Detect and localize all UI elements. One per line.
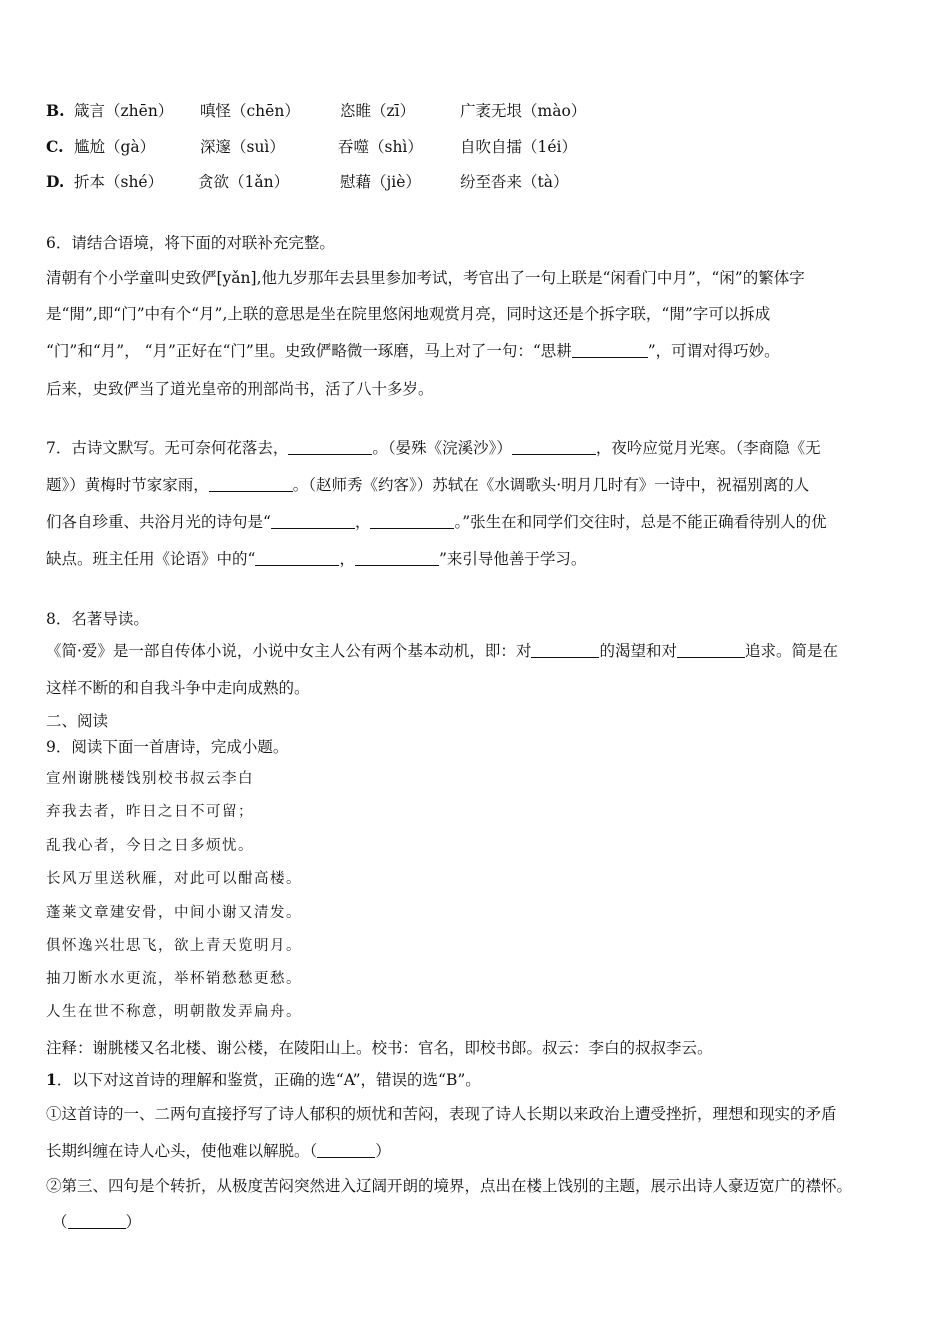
poem-line-4: 蓬莱文章建安骨，中间小谢又清发。 xyxy=(46,905,302,921)
poem-line-2: 乱我心者，今日之日多烦忧。 xyxy=(46,838,254,854)
option-d-item-2: 贪欲（1ǎn） xyxy=(198,173,290,191)
q7-blank-2[interactable] xyxy=(512,438,596,455)
q8-title: 8．名著导读。 xyxy=(46,610,149,628)
q6-title: 6．请结合语境，将下面的对联补充完整。 xyxy=(46,234,335,252)
q7-line-2: 题》）黄梅时节家家雨， 。（赵师秀《约客》）苏轼在《水调歌头·明月几时有》一诗中，祝福别离的人 xyxy=(46,476,810,494)
q7-line-3: 们各自珍重、共浴月光的诗句是“ ， 。”张生在和同学们交往时，总是不能正确看待别人的优 xyxy=(46,513,827,531)
q6-line-3: “门”和“月”， “月”正好在“门”里。史致俨略微一琢磨，马上对了一句：“思耕 ”，可谓对得巧妙。 xyxy=(46,342,780,360)
q9-sub-1: 1．以下对这首诗的理解和鉴赏，正确的选“A”，错误的选“B”。 xyxy=(46,1070,481,1089)
q7-blank-3[interactable] xyxy=(209,475,293,492)
q7-blank-7[interactable] xyxy=(355,549,439,566)
q9-item-1-blank[interactable] xyxy=(317,1141,375,1158)
q6-line-1: 清朝有个小学童叫史致俨[yǎn],他九岁那年去县里参加考试，考官出了一句上联是“闲看门中月”，“闲”的繁体字 xyxy=(46,269,805,287)
poem-line-7: 人生在世不称意，明朝散发弄扁舟。 xyxy=(46,1004,302,1020)
q8-blank-2[interactable] xyxy=(677,641,745,658)
q6-line-4: 后来，史致俨当了道光皇帝的刑部尚书，活了八十多岁。 xyxy=(46,380,434,398)
q9-item-2-line-2: （ ） xyxy=(52,1213,142,1231)
option-b-item-3: 恣睢（zī） xyxy=(340,102,416,120)
q8-blank-1[interactable] xyxy=(531,641,599,658)
q7-blank-6[interactable] xyxy=(255,549,339,566)
poem-line-6: 抽刀断水水更流，举杯销愁愁更愁。 xyxy=(46,971,302,987)
q7-blank-1[interactable] xyxy=(288,438,372,455)
poem-line-1: 弃我去者，昨日之日不可留； xyxy=(46,804,254,820)
option-c-label: C. xyxy=(46,137,64,156)
q7-blank-4[interactable] xyxy=(271,512,355,529)
poem-title: 宣州谢朓楼饯别校书叔云李白 xyxy=(46,771,254,787)
option-d-item-3: 慰藉（jiè） xyxy=(340,173,421,191)
poem-note: 注释：谢朓楼又名北楼、谢公楼，在陵阳山上。校书：官名，即校书郎。叔云：李白的叔叔李云。 xyxy=(46,1039,713,1057)
option-b-item-4: 广袤无垠（mào） xyxy=(460,102,587,120)
option-d-label: D. xyxy=(46,172,65,191)
q9-item-2-line-1: ②第三、四句是个转折，从极度苦闷突然进入辽阔开朗的境界，点出在楼上饯别的主题，展示出诗人豪迈宽广的襟怀。 xyxy=(46,1177,853,1195)
q8-line-2: 这样不断的和自我斗争中走向成熟的。 xyxy=(46,679,310,697)
q6-line-2: 是“閒”,即“门”中有个“月”,上联的意思是坐在院里悠闲地观赏月亮，同时这还是个拆字联，“閒”字可以拆成 xyxy=(46,305,771,323)
option-c-item-2: 深邃（suì） xyxy=(200,138,285,156)
option-d-item-4: 纷至沓来（tà） xyxy=(460,173,569,191)
q9-item-2-blank[interactable] xyxy=(68,1212,126,1229)
q6-answer-blank[interactable] xyxy=(572,341,648,358)
q9-title: 9．阅读下面一首唐诗，完成小题。 xyxy=(46,738,289,756)
q8-line-1: 《简·爱》是一部自传体小说，小说中女主人公有两个基本动机，即：对 的渴望和对 追求。简是在 xyxy=(46,642,838,660)
option-c-item-1: 尴尬（gà） xyxy=(74,138,156,156)
q9-item-1-line-2: 长期纠缠在诗人心头，使他难以解脱。（ ） xyxy=(46,1142,391,1160)
option-c-item-4: 自吹自擂（1éi） xyxy=(460,138,577,156)
poem-line-5: 俱怀逸兴壮思飞，欲上青天览明月。 xyxy=(46,938,302,954)
q7-line-4: 缺点。班主任用《论语》中的“ ， ”来引导他善于学习。 xyxy=(46,550,587,568)
option-c-item-3: 吞噬（shì） xyxy=(338,138,423,156)
option-d-item-1: 折本（shé） xyxy=(74,173,164,191)
q7-blank-5[interactable] xyxy=(370,512,454,529)
option-b-item-2: 嗔怪（chēn） xyxy=(200,102,300,120)
q9-item-1-line-1: ①这首诗的一、二两句直接抒写了诗人郁积的烦忧和苦闷，表现了诗人长期以来政治上遭受挫折，理想和现实的矛盾 xyxy=(46,1105,837,1123)
q7-line-1: 7．古诗文默写。无可奈何花落去， 。（晏殊《浣溪沙》） ，夜吟应觉月光寒。（李商隐《无 xyxy=(46,439,821,457)
option-b-item-1: 箴言（zhēn） xyxy=(74,102,174,120)
section-heading: 二、阅读 xyxy=(46,712,109,730)
poem-line-3: 长风万里送秋雁，对此可以酣高楼。 xyxy=(46,871,302,887)
option-b-label: B. xyxy=(46,101,65,120)
